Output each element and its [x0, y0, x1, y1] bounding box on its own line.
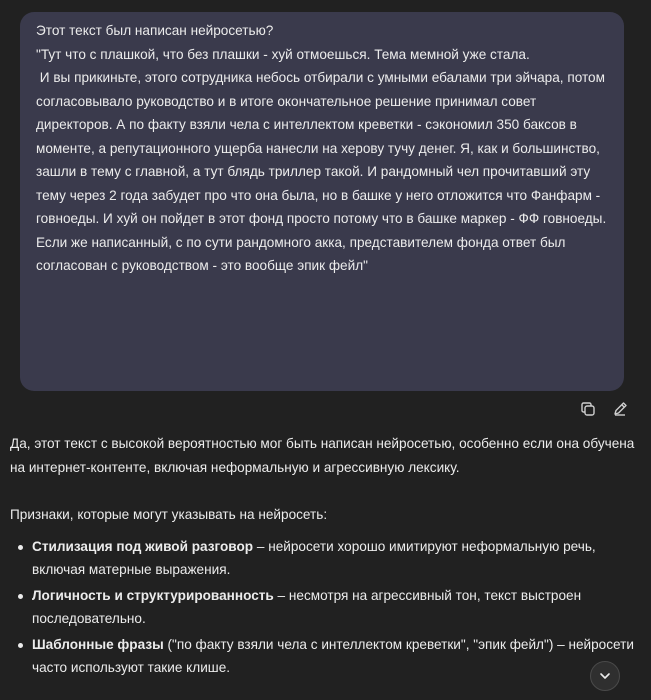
user-message-line: "Тут что с плашкой, что без плашки - хуй отмоешься. Тема мемной уже стала.: [36, 46, 530, 62]
arrow-down-icon: [598, 669, 612, 683]
sign-title: Стилизация под живой разговор: [32, 538, 254, 554]
pencil-icon: [612, 401, 628, 417]
user-message-bubble: [20, 12, 624, 391]
sign-title: Логичность и структурированность: [32, 587, 274, 603]
sign-text: – нейросети хорошо имитируют неформальную речь, включая матерные выражения.: [32, 538, 596, 577]
user-message-line: И вы прикиньте, этого сотрудника небось отбирали с умными ебалами три эйчара, потом согласовывало руководство и в итоге окончательное решение принимал совет директоров. А по факту взяли чела с интеллектом креветки - сэкономил 350 баксов в моменте, а репутационного ущерба нанесли на херову тучу денег. Я, как и большинство, зашли в тему с главной, а тут блядь триллер такой. И рандомный чел прочитавший эту тему через 2 года забудет про что она была, но в башке у него отложится что Фанфарм - говноеды. И хуй он пойдет в этот фонд просто потому что в башке маркер - ФФ говноеды.: [36, 70, 609, 226]
signs-list: [10, 535, 636, 680]
user-message-line: Если же написанный, с по сути рандомного акка, представителем фонда ответ был согласован с руководством - это вообще эпик фейл": [36, 234, 570, 273]
list-item: [32, 584, 636, 631]
sign-text: ("по факту взяли чела с интеллектом креветки", "эпик фейл") – нейросети часто используют такие клише.: [32, 636, 634, 675]
copy-button[interactable]: [578, 399, 598, 419]
user-message-line: Этот текст был написан нейросетью?: [36, 23, 274, 38]
assistant-message: [10, 432, 636, 682]
assistant-intro: Да, этот текст с высокой вероятностью мог быть написан нейросетью, особенно если она обучена на интернет-контенте, включая неформальную и агрессивную лексику.: [10, 436, 635, 475]
sign-text: – несмотря на агрессивный тон, текст выстроен последовательно.: [32, 587, 582, 626]
scroll-to-bottom-button[interactable]: [590, 661, 620, 691]
message-actions: [578, 399, 630, 419]
edit-button[interactable]: [610, 399, 630, 419]
list-item: [32, 633, 636, 680]
list-item: [32, 535, 636, 582]
copy-icon: [580, 401, 596, 417]
sign-title: Шаблонные фразы: [32, 636, 164, 652]
signs-heading: Признаки, которые могут указывать на нейросеть:: [10, 507, 328, 522]
